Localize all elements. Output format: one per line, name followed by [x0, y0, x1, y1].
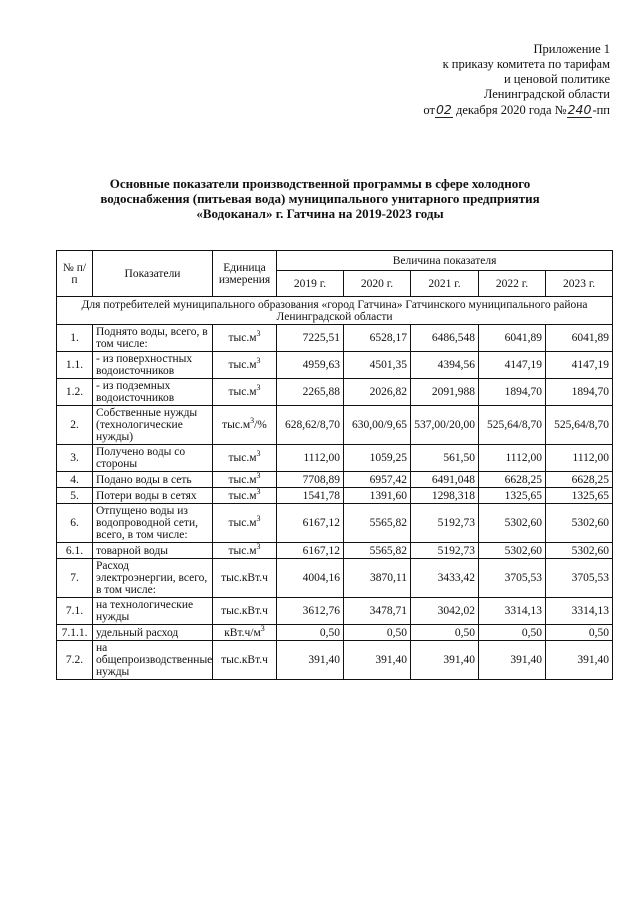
row-value-2023: 5302,60 — [546, 543, 613, 559]
unit-superscript: 3 — [256, 470, 261, 480]
table-row — [57, 488, 613, 504]
table-row — [57, 406, 613, 445]
row-value-2022: 6041,89 — [479, 325, 546, 352]
unit-text: тыс.м — [228, 386, 257, 398]
unit-superscript: 3 — [256, 329, 261, 339]
row-value-2020: 5565,82 — [344, 504, 411, 543]
row-value-2023: 6041,89 — [546, 325, 613, 352]
row-value-2023: 4147,19 — [546, 352, 613, 379]
unit-superscript: 3 — [256, 449, 261, 459]
row-value-2023: 0,50 — [546, 625, 613, 641]
row-value-2020: 3870,11 — [344, 559, 411, 598]
title-line-3: «Водоканал» г. Гатчина на 2019-2023 годы — [196, 206, 444, 221]
row-value-2023: 3314,13 — [546, 598, 613, 625]
row-number: 7.2. — [57, 641, 93, 680]
row-indicator-name: Расход электроэнергии, всего, в том числе: — [93, 559, 213, 598]
row-number: 1.1. — [57, 352, 93, 379]
row-value-2019: 1541,78 — [277, 488, 344, 504]
table-row — [57, 543, 613, 559]
row-number: 6. — [57, 504, 93, 543]
row-indicator-name: на общепроизводственные нужды — [93, 641, 213, 680]
unit-superscript: 3 — [256, 541, 261, 551]
row-unit — [213, 488, 277, 504]
row-unit — [213, 504, 277, 543]
header-num: № п/п — [57, 251, 93, 297]
row-number: 5. — [57, 488, 93, 504]
table-row — [57, 472, 613, 488]
table-row — [57, 445, 613, 472]
row-number: 4. — [57, 472, 93, 488]
row-value-2023: 3705,53 — [546, 559, 613, 598]
title-line-1: Основные показатели производственной программы в сфере холодного — [109, 176, 531, 191]
row-unit — [213, 625, 277, 641]
row-value-2019: 0,50 — [277, 625, 344, 641]
unit-superscript: 3 — [256, 514, 261, 524]
header-year-2023: 2023 г. — [546, 271, 613, 297]
row-value-2019: 391,40 — [277, 641, 344, 680]
row-number: 2. — [57, 406, 93, 445]
row-value-2021: 2091,988 — [411, 379, 479, 406]
row-indicator-name: Собственные нужды (технологические нужды) — [93, 406, 213, 445]
row-value-2023: 391,40 — [546, 641, 613, 680]
unit-superscript: 3 — [250, 416, 255, 426]
row-value-2021: 5192,73 — [411, 543, 479, 559]
header-value-group: Величина показателя — [277, 251, 613, 271]
table-row — [57, 325, 613, 352]
header-year-2019: 2019 г. — [277, 271, 344, 297]
row-number: 3. — [57, 445, 93, 472]
row-value-2021: 4394,56 — [411, 352, 479, 379]
row-number: 7.1.1. — [57, 625, 93, 641]
row-number: 7.1. — [57, 598, 93, 625]
row-value-2020: 0,50 — [344, 625, 411, 641]
row-value-2022: 525,64/8,70 — [479, 406, 546, 445]
row-indicator-name: товарной воды — [93, 543, 213, 559]
order-prefix: от — [423, 103, 435, 117]
row-number: 1.2. — [57, 379, 93, 406]
row-unit — [213, 352, 277, 379]
row-value-2020: 6528,17 — [344, 325, 411, 352]
table-row — [57, 598, 613, 625]
unit-suffix: /% — [254, 419, 267, 431]
row-number: 6.1. — [57, 543, 93, 559]
unit-text: тыс.м — [228, 332, 257, 344]
row-value-2021: 537,00/20,00 — [411, 406, 479, 445]
row-value-2023: 1894,70 — [546, 379, 613, 406]
row-value-2019: 7225,51 — [277, 325, 344, 352]
row-value-2022: 5302,60 — [479, 543, 546, 559]
row-value-2019: 628,62/8,70 — [277, 406, 344, 445]
row-value-2022: 1112,00 — [479, 445, 546, 472]
row-value-2020: 2026,82 — [344, 379, 411, 406]
header-year-2022: 2022 г. — [479, 271, 546, 297]
appendix-line-3: и ценовой политике — [503, 72, 610, 86]
row-value-2019: 3612,76 — [277, 598, 344, 625]
row-unit — [213, 325, 277, 352]
unit-text: тыс.м — [222, 419, 251, 431]
row-unit — [213, 406, 277, 445]
row-value-2019: 7708,89 — [277, 472, 344, 488]
row-value-2022: 4147,19 — [479, 352, 546, 379]
row-value-2021: 6491,048 — [411, 472, 479, 488]
unit-text: тыс.кВт.ч — [221, 572, 268, 584]
row-value-2020: 391,40 — [344, 641, 411, 680]
row-value-2021: 1298,318 — [411, 488, 479, 504]
row-value-2021: 561,50 — [411, 445, 479, 472]
table-row — [57, 352, 613, 379]
row-value-2021: 3042,02 — [411, 598, 479, 625]
row-value-2021: 3433,42 — [411, 559, 479, 598]
row-number: 7. — [57, 559, 93, 598]
order-suffix: -пп — [592, 103, 610, 117]
unit-text: тыс.кВт.ч — [221, 654, 268, 666]
row-indicator-name: удельный расход — [93, 625, 213, 641]
header-year-2021: 2021 г. — [411, 271, 479, 297]
unit-text: тыс.м — [228, 473, 257, 486]
unit-text: тыс.кВт.ч — [221, 605, 268, 617]
row-value-2019: 6167,12 — [277, 504, 344, 543]
unit-superscript: 3 — [256, 356, 261, 366]
table-row — [57, 379, 613, 406]
table-row — [57, 559, 613, 598]
row-value-2022: 1894,70 — [479, 379, 546, 406]
row-unit — [213, 543, 277, 559]
row-value-2021: 6486,548 — [411, 325, 479, 352]
row-value-2020: 4501,35 — [344, 352, 411, 379]
header-year-2020: 2020 г. — [344, 271, 411, 297]
row-value-2022: 5302,60 — [479, 504, 546, 543]
row-unit — [213, 598, 277, 625]
title-line-2: водоснабжения (питьевая вода) муниципального унитарного предприятия — [100, 191, 540, 206]
row-indicator-name: Подано воды в сеть — [93, 472, 213, 488]
appendix-order-line — [360, 102, 610, 118]
row-unit — [213, 641, 277, 680]
row-indicator-name: - из поверхностных водоисточников — [93, 352, 213, 379]
row-indicator-name: Потери воды в сетях — [93, 488, 213, 504]
row-unit — [213, 472, 277, 488]
unit-text: тыс.м — [228, 452, 257, 464]
header-indicator: Показатели — [93, 251, 213, 297]
row-value-2020: 5565,82 — [344, 543, 411, 559]
appendix-line-2: к приказу комитета по тарифам — [442, 57, 610, 71]
header-unit: Единица измерения — [213, 251, 277, 297]
row-value-2020: 3478,71 — [344, 598, 411, 625]
row-value-2023: 1112,00 — [546, 445, 613, 472]
row-value-2022: 0,50 — [479, 625, 546, 641]
row-unit — [213, 559, 277, 598]
row-value-2020: 1059,25 — [344, 445, 411, 472]
row-value-2021: 0,50 — [411, 625, 479, 641]
unit-superscript: 3 — [256, 486, 261, 496]
section-heading: Для потребителей муниципального образования «город Гатчина» Гатчинского муниципального района Ленинградской области — [57, 297, 613, 325]
row-value-2022: 391,40 — [479, 641, 546, 680]
row-value-2019: 1112,00 — [277, 445, 344, 472]
row-value-2022: 3705,53 — [479, 559, 546, 598]
row-value-2019: 4959,63 — [277, 352, 344, 379]
unit-text: тыс.м — [228, 544, 257, 557]
row-unit — [213, 445, 277, 472]
row-value-2023: 1325,65 — [546, 488, 613, 504]
row-value-2019: 2265,88 — [277, 379, 344, 406]
unit-text: тыс.м — [228, 489, 257, 502]
order-number-handwritten: 240 — [567, 102, 592, 117]
row-value-2023: 5302,60 — [546, 504, 613, 543]
row-value-2022: 1325,65 — [479, 488, 546, 504]
row-value-2021: 5192,73 — [411, 504, 479, 543]
row-indicator-name: - из подземных водоисточников — [93, 379, 213, 406]
row-value-2022: 6628,25 — [479, 472, 546, 488]
row-indicator-name: на технологические нужды — [93, 598, 213, 625]
row-value-2020: 6957,42 — [344, 472, 411, 488]
row-indicator-name: Поднято воды, всего, в том числе: — [93, 325, 213, 352]
document-title — [95, 176, 545, 221]
row-value-2023: 525,64/8,70 — [546, 406, 613, 445]
unit-superscript: 3 — [260, 623, 265, 633]
order-date-text: декабря 2020 года № — [455, 103, 567, 117]
row-unit — [213, 379, 277, 406]
row-value-2021: 391,40 — [411, 641, 479, 680]
appendix-line-4: Ленинградской области — [483, 87, 610, 101]
table-row — [57, 625, 613, 641]
order-day-handwritten: 02 — [435, 102, 452, 117]
unit-text: тыс.м — [228, 517, 257, 529]
row-value-2023: 6628,25 — [546, 472, 613, 488]
row-value-2019: 4004,16 — [277, 559, 344, 598]
row-indicator-name: Отпущено воды из водопроводной сети, всего, в том числе: — [93, 504, 213, 543]
row-value-2019: 6167,12 — [277, 543, 344, 559]
appendix-line-1: Приложение 1 — [533, 42, 610, 56]
table-row — [57, 641, 613, 680]
row-indicator-name: Получено воды со стороны — [93, 445, 213, 472]
unit-text: кВт.ч/м — [224, 626, 261, 639]
row-number: 1. — [57, 325, 93, 352]
unit-text: тыс.м — [228, 359, 257, 371]
indicators-table — [56, 250, 613, 680]
row-value-2020: 630,00/9,65 — [344, 406, 411, 445]
row-value-2020: 1391,60 — [344, 488, 411, 504]
appendix-header — [360, 42, 610, 118]
table-row — [57, 504, 613, 543]
row-value-2022: 3314,13 — [479, 598, 546, 625]
unit-superscript: 3 — [256, 383, 261, 393]
